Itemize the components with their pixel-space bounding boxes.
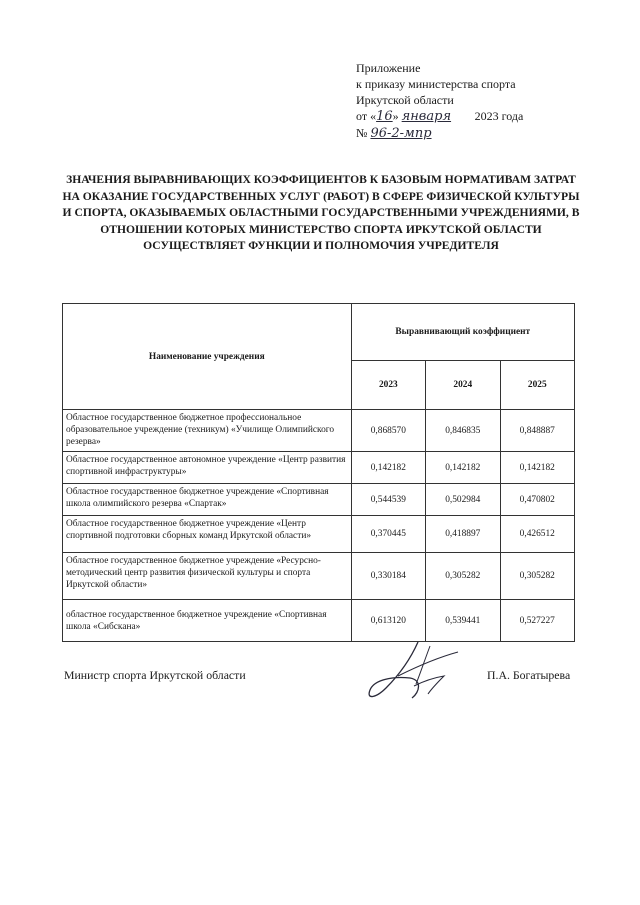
value-2025: 0,142182 [500, 452, 575, 484]
org-name: Областное государственное автономное учреждение «Центр развития спортивной инфраструктуры» [63, 452, 352, 484]
value-2023: 0,142182 [351, 452, 425, 484]
value-2023: 0,868570 [351, 410, 425, 452]
date-day-handwritten: 16 [376, 109, 393, 124]
appendix-region: Иркутской области [356, 93, 454, 107]
org-name: Областное государственное бюджетное учреждение «Спортивная школа олимпийского резерва «Спартак» [63, 484, 352, 516]
date-year: 2023 года [474, 109, 524, 123]
year-2023-header: 2023 [351, 361, 425, 410]
value-2024: 0,539441 [426, 600, 500, 642]
year-2025-header: 2025 [500, 361, 575, 410]
value-2023: 0,330184 [351, 553, 425, 600]
document-title: ЗНАЧЕНИЯ ВЫРАВНИВАЮЩИХ КОЭФФИЦИЕНТОВ К БАЗОВЫМ НОРМАТИВАМ ЗАТРАТ НА ОКАЗАНИЕ ГОСУДАРСТВЕННЫХ УСЛУГ (РАБОТ) В СФЕРЕ ФИЗИЧЕСКОЙ КУЛЬТУРЫ И СПОРТА, ОКАЗЫВАЕМЫХ ОБЛАСТНЫМИ ГОСУДАРСТВЕННЫМИ УЧРЕЖДЕНИЯМИ, В ОТНОШЕНИИ КОТОРЫХ МИНИСТЕРСТВО СПОРТА ИРКУТСКОЙ ОБЛАСТИ ОСУЩЕСТВЛЯЕТ ФУНКЦИИ И ПОЛНОМОЧИЯ УЧРЕДИТЕЛЯ [62, 173, 580, 252]
value-2025: 0,426512 [500, 516, 575, 553]
table-row [63, 553, 575, 600]
value-2024: 0,142182 [426, 452, 500, 484]
name-column-header: Наименование учреждения [63, 304, 352, 410]
value-2024: 0,846835 [426, 410, 500, 452]
appendix-label: Приложение [356, 61, 421, 75]
signatory-name: П.А. Богатырева [487, 668, 571, 682]
value-2023: 0,370445 [351, 516, 425, 553]
value-2024: 0,305282 [426, 553, 500, 600]
value-2025: 0,305282 [500, 553, 575, 600]
appendix-block [356, 60, 596, 142]
table-row [63, 452, 575, 484]
value-2024: 0,502984 [426, 484, 500, 516]
org-name: Областное государственное бюджетное профессиональное образовательное учреждение (техникум) «Училище Олимпийского резерва» [63, 410, 352, 452]
value-2023: 0,544539 [351, 484, 425, 516]
year-2024-header: 2024 [426, 361, 500, 410]
org-name: областное государственное бюджетное учреждение «Спортивная школа «Сибскана» [63, 600, 352, 642]
date-prefix: от « [356, 109, 377, 123]
number-prefix: № [356, 126, 368, 140]
number-handwritten: 96-2-мпр [370, 126, 432, 141]
table-row [63, 484, 575, 516]
table-row [63, 600, 575, 642]
table-row [63, 516, 575, 553]
value-2024: 0,418897 [426, 516, 500, 553]
coefficients-table [62, 303, 575, 642]
org-name: Областное государственное бюджетное учреждение «Центр спортивной подготовки сборных команд Иркутской области» [63, 516, 352, 553]
value-2023: 0,613120 [351, 600, 425, 642]
appendix-date [356, 108, 596, 125]
signatory-position: Министр спорта Иркутской области [64, 668, 246, 682]
table-header-row [63, 304, 575, 361]
value-2025: 0,470802 [500, 484, 575, 516]
value-2025: 0,848887 [500, 410, 575, 452]
org-name: Областное государственное бюджетное учреждение «Ресурсно-методический центр развития физической культуры и спорта Иркутской области» [63, 553, 352, 600]
signature-image [358, 632, 478, 712]
date-mid: » [392, 109, 399, 123]
table-row [63, 410, 575, 452]
value-2025: 0,527227 [500, 600, 575, 642]
appendix-order-ref: к приказу министерства спорта [356, 77, 516, 91]
date-month-handwritten: января [401, 109, 452, 124]
coefficient-column-header: Выравнивающий коэффициент [351, 304, 574, 361]
appendix-number [356, 125, 596, 142]
